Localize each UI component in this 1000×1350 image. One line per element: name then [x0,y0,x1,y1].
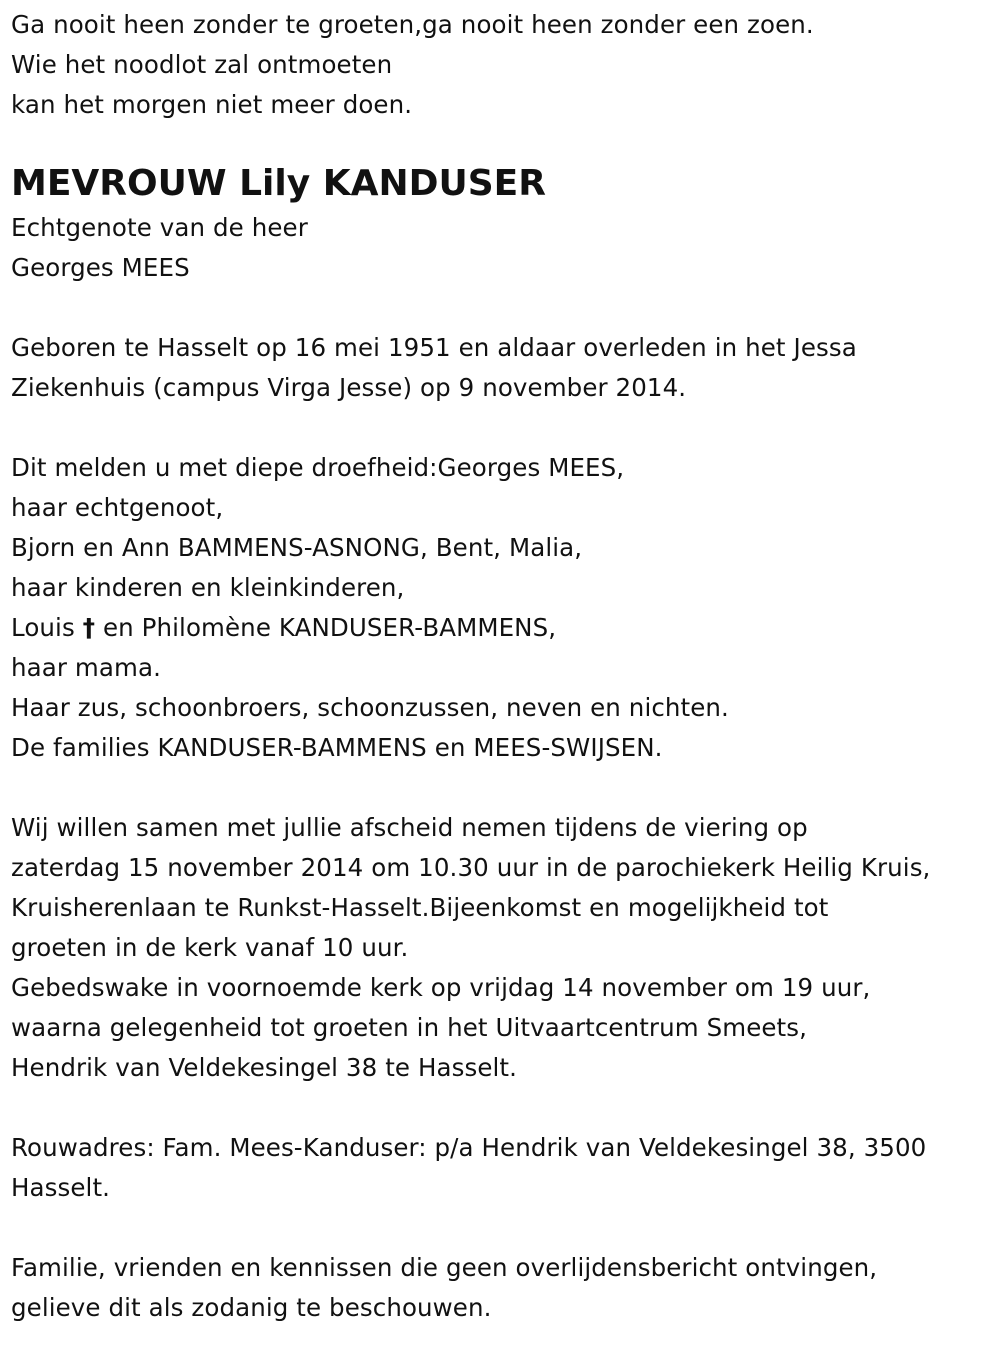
paragraph-line: De families KANDUSER-BAMMENS en MEES-SWIJSEN. [11,733,663,762]
spouse-name: Georges MEES [11,253,190,282]
ceremony-paragraph [11,808,996,1088]
paragraph-line: haar mama. [11,653,161,682]
poem-line: kan het morgen niet meer doen. [11,90,413,119]
poem-line: Ga nooit heen zonder te groeten,ga nooit heen zonder een zoen. [11,10,814,39]
poem-line: Wie het noodlot zal ontmoeten [11,50,393,79]
paragraph-line: Bjorn en Ann BAMMENS-ASNONG, Bent, Malia, [11,533,583,562]
paragraph-line: Wij willen samen met jullie afscheid nemen tijdens de viering op [11,813,808,842]
paragraph-line: haar kinderen en kleinkinderen, [11,573,405,602]
family-paragraph [11,448,996,768]
parent-father-name: Louis [11,613,75,642]
paragraph-line: Hendrik van Veldekesingel 38 te Hasselt. [11,1053,517,1082]
paragraph-line: waarna gelegenheid tot groeten in het Uitvaartcentrum Smeets, [11,1013,807,1042]
paragraph-line: haar echtgenoot, [11,493,224,522]
paragraph-line: groeten in de kerk vanaf 10 uur. [11,933,409,962]
paragraph-line: Kruisherenlaan te Runkst-Hasselt.Bijeenkomst en mogelijkheid tot [11,893,829,922]
paragraph-line: Ziekenhuis (campus Virga Jesse) op 9 november 2014. [11,373,687,402]
paragraph-line: Familie, vrienden en kennissen die geen overlijdensbericht ontvingen, [11,1253,878,1282]
paragraph-line: Dit melden u met diepe droefheid:Georges MEES, [11,453,625,482]
paragraph-line [11,608,996,648]
deceased-name: MEVROUW Lily KANDUSER [11,163,546,204]
paragraph-line: gelieve dit als zodanig te beschouwen. [11,1293,492,1322]
closing-paragraph [11,1248,996,1328]
poem [11,0,996,125]
spacer [11,408,996,448]
obituary-notice [11,0,996,1328]
paragraph-line: Haar zus, schoonbroers, schoonzussen, neven en nichten. [11,693,729,722]
spouse-line: Echtgenote van de heer [11,213,308,242]
spacer [11,768,996,808]
paragraph-line: Gebedswake in voornoemde kerk op vrijdag 14 november om 19 uur, [11,973,871,1002]
paragraph-line: Hasselt. [11,1173,111,1202]
cross-icon: † [82,613,96,642]
paragraph-line: Rouwadres: Fam. Mees-Kanduser: p/a Hendrik van Veldekesingel 38, 3500 [11,1133,927,1162]
paragraph-line: Geboren te Hasselt op 16 mei 1951 en aldaar overleden in het Jessa [11,333,857,362]
paragraph-line: zaterdag 15 november 2014 om 10.30 uur in de parochiekerk Heilig Kruis, [11,853,931,882]
spacer [11,288,996,328]
birth-death-paragraph [11,328,996,408]
spacer [11,1088,996,1128]
address-paragraph [11,1128,996,1208]
parent-mother-name: en Philomène KANDUSER-BAMMENS, [102,613,557,642]
spacer [11,1208,996,1248]
